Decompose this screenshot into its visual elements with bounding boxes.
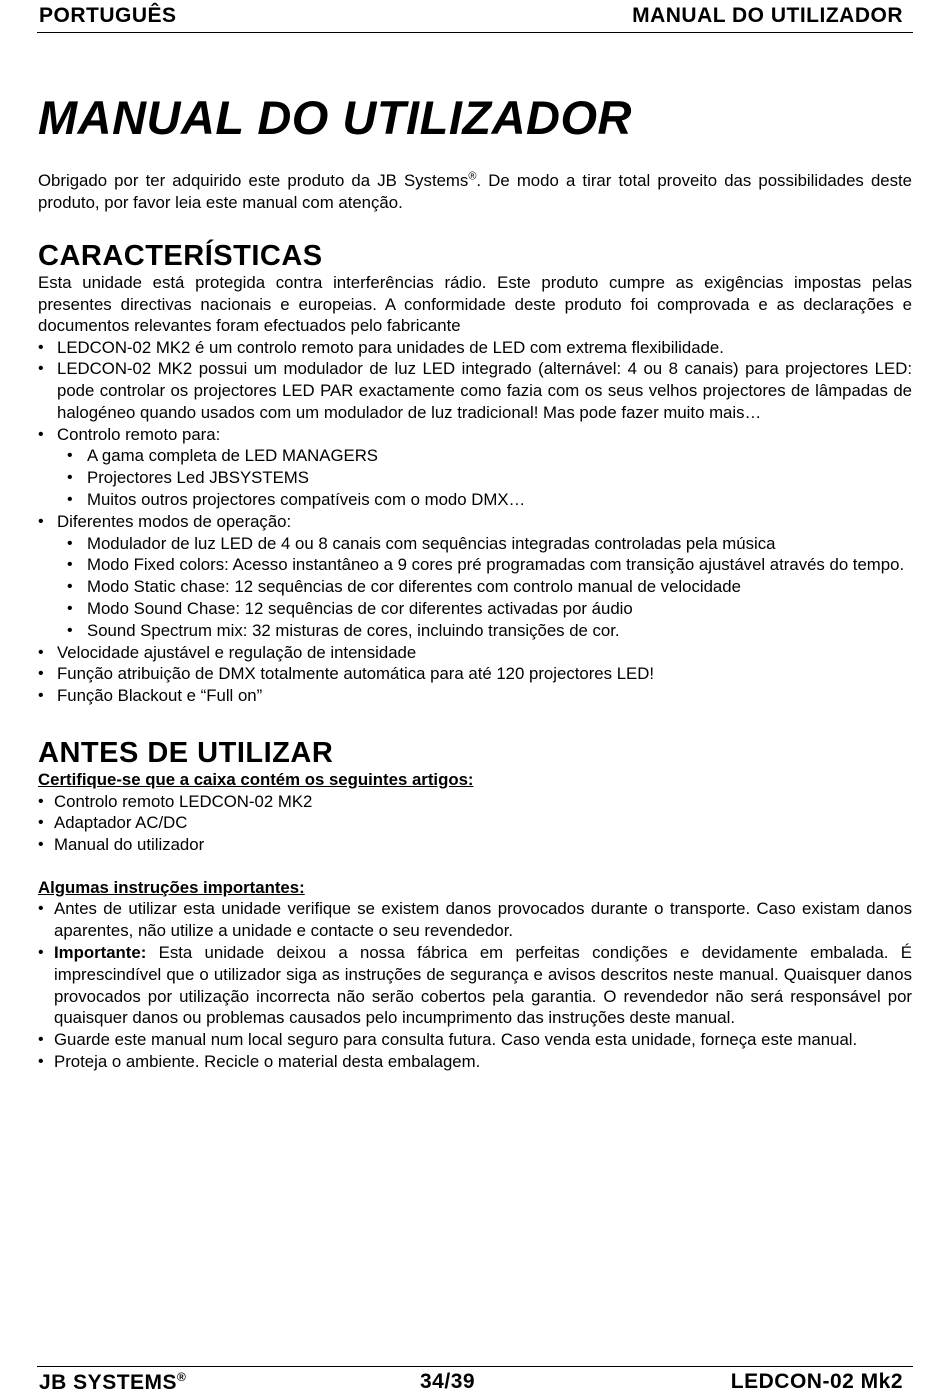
bullet-icon: • xyxy=(67,447,73,465)
intro-text-before: Obrigado por ter adquirido este produto da JB Systems xyxy=(38,171,469,190)
bullet-icon: • xyxy=(38,900,44,918)
bullet-icon: • xyxy=(67,534,73,552)
footer-model: LEDCON-02 Mk2 xyxy=(730,1370,903,1393)
features-paragraph: Esta unidade está protegida contra interferências rádio. Este produto cumpre as exigências impostas pelas presentes directivas nacionais e europeias. A conformidade deste produto foi comprovada e as declarações e documentos relevantes foram efectuados pelo fabricante xyxy=(38,273,912,335)
header-manual-title: MANUAL DO UTILIZADOR xyxy=(632,4,903,27)
modes-sublist xyxy=(38,533,912,642)
list-item: • Sound Spectrum mix: 32 misturas de cores, incluindo transições de cor. xyxy=(67,620,620,640)
bullet-icon: • xyxy=(67,621,73,639)
modes-list xyxy=(38,511,912,533)
list-item: • Importante: Esta unidade deixou a nossa fábrica em perfeitas condições e devidamente embalada. É imprescindível que o utilizador siga as instruções de segurança e avisos descritos neste manual. Quaisquer danos provocados por utilização incorrecta não serão cobertos pela garantia. O revendedor não será responsável por quaisquer danos ou problemas causados pelo incumprimento das instruções deste manual. xyxy=(38,943,912,1028)
bullet-icon: • xyxy=(38,836,44,854)
list-item: • Manual do utilizador xyxy=(38,835,205,855)
page-header xyxy=(37,2,913,33)
list-item: • Velocidade ajustável e regulação de intensidade xyxy=(38,642,417,662)
bullet-icon: • xyxy=(38,1053,44,1071)
bullet-icon: • xyxy=(67,556,73,574)
page-content xyxy=(38,92,912,1073)
bullet-icon: • xyxy=(38,643,44,661)
box-contents-heading: Certifique-se que a caixa contém os seguintes artigos: xyxy=(38,770,474,790)
list-item: • LEDCON-02 MK2 é um controlo remoto para unidades de LED com extrema flexibilidade. xyxy=(38,337,724,357)
instructions-heading: Algumas instruções importantes: xyxy=(38,877,305,897)
bullet-icon: • xyxy=(38,1031,44,1049)
list-item: • LEDCON-02 MK2 possui um modulador de luz LED integrado (alternável: 4 ou 8 canais) para projectores LED: pode controlar os projectores LED PAR exactamente como fazia com os seus velhos projectores de lâmpadas de halogéneo quando usados com um modulador de luz tradicional! Mas pode fazer muito mais… xyxy=(38,359,912,422)
list-item: • Modulador de luz LED de 4 ou 8 canais com sequências integradas controladas pela música xyxy=(67,533,776,553)
bullet-icon: • xyxy=(67,578,73,596)
list-item: • Proteja o ambiente. Recicle o material desta embalagem. xyxy=(38,1052,481,1072)
footer-brand: JB SYSTEMS® xyxy=(39,1370,187,1394)
before-use-heading: ANTES DE UTILIZAR xyxy=(38,737,334,770)
registered-mark: ® xyxy=(468,170,477,183)
intro-text-after: . De modo a tirar total proveito das possibilidades deste produto, por favor leia este manual com atenção. xyxy=(38,171,913,212)
list-item: • Modo Fixed colors: Acesso instantâneo a 9 cores pré programadas com transição ajustável através do tempo. xyxy=(67,555,905,575)
list-item: • Função atribuição de DMX totalmente automática para até 120 projectores LED! xyxy=(38,664,654,684)
box-contents-list xyxy=(38,791,912,856)
features-list-end xyxy=(38,642,912,707)
page-title: MANUAL DO UTILIZADOR xyxy=(38,91,632,144)
features-heading: CARACTERÍSTICAS xyxy=(38,240,323,272)
header-language: PORTUGUÊS xyxy=(39,4,177,27)
remote-sublist xyxy=(38,445,912,510)
features-list xyxy=(38,337,912,446)
bullet-icon: • xyxy=(38,814,44,832)
bullet-icon: • xyxy=(38,338,44,356)
important-label: Importante: xyxy=(54,943,147,963)
list-item: • Controlo remoto para: xyxy=(38,424,221,444)
list-item: • Controlo remoto LEDCON-02 MK2 xyxy=(38,791,313,811)
intro-paragraph xyxy=(38,170,912,213)
bullet-icon: • xyxy=(38,425,44,443)
bullet-icon: • xyxy=(38,944,44,962)
list-item: • Modo Static chase: 12 sequências de cor diferentes com controlo manual de velocidade xyxy=(67,577,741,597)
bullet-icon: • xyxy=(67,491,73,509)
bullet-icon: • xyxy=(38,512,44,530)
list-item: • Modo Sound Chase: 12 sequências de cor diferentes activadas por áudio xyxy=(67,599,633,619)
list-item: • Função Blackout e “Full on” xyxy=(38,686,263,706)
bullet-icon: • xyxy=(38,792,44,810)
registered-mark: ® xyxy=(177,1370,187,1384)
bullet-icon: • xyxy=(67,469,73,487)
page-footer xyxy=(37,1366,913,1397)
list-item: • Muitos outros projectores compatíveis com o modo DMX… xyxy=(67,490,526,510)
list-item: • A gama completa de LED MANAGERS xyxy=(67,446,379,466)
bullet-icon: • xyxy=(38,687,44,705)
page-number: 34/39 xyxy=(420,1370,476,1393)
instructions-list xyxy=(38,898,912,1072)
list-item: • Antes de utilizar esta unidade verifique se existem danos provocados durante o transporte. Caso existam danos aparentes, não utilize a unidade e contacte o seu revendedor. xyxy=(38,899,912,941)
list-item: • Diferentes modos de operação: xyxy=(38,511,292,531)
list-item: • Adaptador AC/DC xyxy=(38,813,188,833)
list-item: • Projectores Led JBSYSTEMS xyxy=(67,468,309,488)
bullet-icon: • xyxy=(38,665,44,683)
bullet-icon: • xyxy=(67,600,73,618)
bullet-icon: • xyxy=(38,360,44,378)
list-item: • Guarde este manual num local seguro para consulta futura. Caso venda esta unidade, forneça este manual. xyxy=(38,1030,858,1050)
